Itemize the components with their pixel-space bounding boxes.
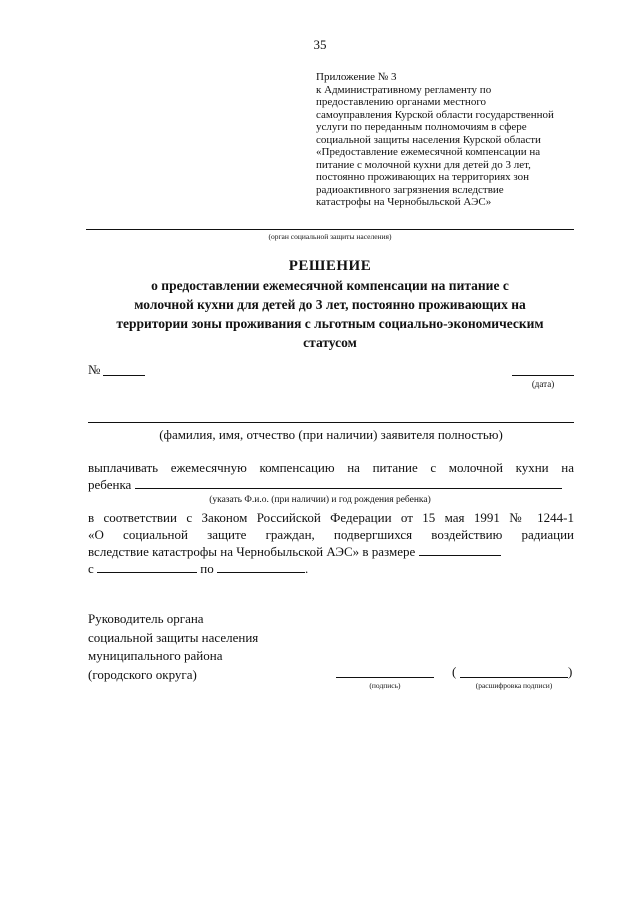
appendix-line: радиоактивного загрязнения вследствие xyxy=(316,183,504,196)
appendix-line: предоставлению органами местного xyxy=(316,96,487,108)
decode-caption: (расшифровка подписи) xyxy=(475,681,553,690)
signature-field xyxy=(336,677,434,678)
applicant-name-field xyxy=(88,422,574,423)
organ-caption: (орган социальной защиты населения) xyxy=(268,232,392,241)
signer-line: (городского округа) xyxy=(88,666,197,682)
decision-number-label: № xyxy=(88,362,101,377)
from-date-field xyxy=(97,561,197,573)
subtitle-line: территории зоны проживания с льготным социально-экономическим xyxy=(116,316,544,331)
to-label: по xyxy=(200,561,214,576)
appendix-line: к Административному регламенту по xyxy=(316,83,492,96)
period-line xyxy=(88,560,574,577)
signer-block xyxy=(88,610,258,684)
signature-caption: (подпись) xyxy=(369,681,401,690)
appendix-line: «Предоставление ежемесячной компенсации на xyxy=(316,146,541,158)
signer-line: Руководитель органа xyxy=(88,611,204,626)
appendix-line: социальной защиты населения Курской области xyxy=(316,133,541,146)
appendix-line: услуги по переданным полномочиям в сфере xyxy=(316,121,527,133)
child-line xyxy=(88,476,574,493)
signer-line: муниципального района xyxy=(88,648,223,663)
subtitle-line: молочной кухни для детей до 3 лет, постоянно проживающих на xyxy=(134,297,526,312)
subtitle-line: о предоставлении ежемесячной компенсации на питание с xyxy=(151,278,509,293)
applicant-caption: (фамилия, имя, отчество (при наличии) заявителя полностью) xyxy=(159,427,503,442)
signer-line: социальной защиты населения xyxy=(88,629,259,645)
law-line: в соответствии с Законом Российской Федерации от 15 мая 1991 № 1244-1 xyxy=(88,510,574,525)
child-caption: (указать Ф.и.о. (при наличии) и год рождения ребенка) xyxy=(209,495,431,505)
decode-open-paren: ( xyxy=(452,664,457,679)
page-number: 35 xyxy=(313,37,327,52)
body-line: выплачивать ежемесячную компенсацию на питание с молочной кухни на xyxy=(88,460,574,475)
organ-name-line xyxy=(86,229,574,230)
date-field xyxy=(512,375,574,376)
child-name-field xyxy=(135,477,562,489)
appendix-line: самоуправления Курской области государственной xyxy=(316,108,554,121)
from-label: с xyxy=(88,561,94,576)
appendix-line: питание с молочной кухни для детей до 3 лет, xyxy=(316,158,531,171)
decision-number-field xyxy=(103,375,145,376)
document-subtitle xyxy=(86,276,574,352)
to-date-field xyxy=(217,561,305,573)
amount-line xyxy=(88,543,574,560)
decode-field xyxy=(460,677,568,678)
child-label: ребенка xyxy=(88,477,132,492)
subtitle-line: статусом xyxy=(303,335,357,350)
amount-field xyxy=(419,544,501,556)
appendix-block xyxy=(316,71,576,209)
period-end: . xyxy=(305,561,309,576)
appendix-line: постоянно проживающих на территориях зон xyxy=(316,171,530,183)
appendix-line: Приложение № 3 xyxy=(316,71,397,83)
law-line: «О социальной защите граждан, подвергшихся воздействию радиации xyxy=(88,527,574,542)
decode-close-paren: ) xyxy=(568,664,573,679)
law-last-line: вследствие катастрофы на Чернобыльской АЭС» в размере xyxy=(88,544,416,559)
document-title: РЕШЕНИЕ xyxy=(288,258,372,274)
date-caption: (дата) xyxy=(531,379,555,389)
appendix-line: катастрофы на Чернобыльской АЭС» xyxy=(316,196,492,208)
